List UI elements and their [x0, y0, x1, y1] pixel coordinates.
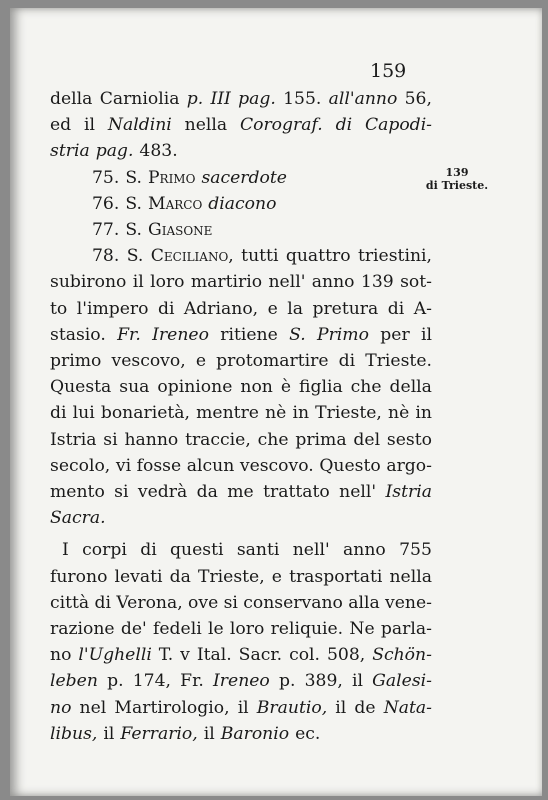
word: vescovo,	[111, 351, 186, 372]
word: stria	[50, 141, 90, 162]
text-line	[50, 537, 432, 563]
word: nè	[265, 403, 287, 424]
word: col.	[289, 645, 320, 666]
word: di	[387, 298, 405, 319]
word: e	[271, 566, 282, 587]
word: e	[267, 298, 278, 319]
word: anno	[311, 272, 355, 293]
word: hanno	[124, 429, 179, 450]
word: vene-	[385, 592, 432, 613]
margin-note-number: 139	[445, 166, 469, 179]
word: Fr.	[117, 324, 141, 345]
word: il	[84, 115, 96, 136]
word: 755	[399, 540, 432, 561]
word: quattro	[285, 246, 351, 267]
text-line	[50, 564, 432, 590]
word: nel	[79, 697, 107, 718]
word: l'impero	[76, 298, 149, 319]
word: della	[389, 377, 432, 398]
word: Naldini	[107, 115, 172, 136]
word: protomartire	[216, 351, 329, 372]
word: Sacr.	[238, 645, 283, 666]
word: prima	[295, 429, 347, 450]
word: Sacra.	[50, 508, 106, 529]
word: loro	[150, 272, 185, 293]
text-line	[50, 695, 432, 721]
word: il	[352, 671, 364, 692]
word: che	[350, 377, 382, 398]
word: fedeli	[153, 619, 202, 640]
book-page	[10, 8, 542, 796]
text-line	[50, 348, 432, 374]
word: secolo,	[50, 455, 111, 476]
word: da	[169, 566, 191, 587]
word: levati	[114, 566, 163, 587]
word: il	[132, 272, 144, 293]
word: Galesi-	[372, 671, 432, 692]
word: città	[50, 592, 90, 613]
word: S.	[126, 246, 144, 267]
word: si	[114, 482, 129, 503]
word: di	[335, 115, 353, 136]
word: martirio	[190, 272, 263, 293]
word: sua	[119, 377, 150, 398]
word: il	[203, 723, 215, 744]
word: nè	[388, 403, 410, 424]
word: da	[196, 482, 218, 503]
word: Fr.	[180, 671, 204, 692]
word: mento	[50, 482, 105, 503]
word: triestini,	[357, 246, 432, 267]
word: p.	[278, 671, 296, 692]
word: Questa	[50, 377, 112, 398]
word: all'anno	[328, 89, 398, 109]
word: loro	[229, 619, 265, 640]
word: il	[103, 723, 115, 744]
word: Carniolia	[99, 89, 180, 109]
word: è	[280, 377, 292, 398]
word: Schön-	[372, 645, 432, 666]
text-line	[50, 322, 432, 348]
word: Corograf.	[239, 115, 323, 136]
text-line	[50, 668, 432, 694]
word: trasportati	[289, 566, 383, 587]
word: p.	[186, 89, 204, 109]
word: santi	[236, 540, 280, 561]
word: vescovo.	[239, 455, 314, 476]
word: figlia	[298, 377, 343, 398]
word: conservano	[243, 592, 343, 613]
word: non	[240, 377, 273, 398]
word: il	[237, 697, 249, 718]
word: di	[50, 403, 67, 424]
word: Giasone	[147, 220, 213, 241]
word: S.	[125, 193, 142, 214]
word: furono	[50, 566, 108, 587]
word: 508,	[326, 645, 366, 666]
word: lui	[72, 403, 95, 424]
word: Primo	[317, 324, 369, 345]
word: nella	[389, 566, 432, 587]
text-line	[50, 269, 432, 295]
word: alla	[348, 592, 380, 613]
word: 155.	[283, 89, 322, 109]
word: to	[50, 298, 68, 319]
word: Marco	[147, 193, 203, 214]
word: p.	[107, 671, 124, 692]
word: 78.	[92, 246, 120, 267]
word: nella	[184, 115, 228, 136]
word: Primo	[147, 167, 196, 188]
word: vi	[115, 455, 132, 476]
word: ritiene	[220, 324, 278, 345]
word: Ital.	[196, 645, 232, 666]
word: S.	[289, 324, 306, 345]
word: 77.	[92, 220, 120, 241]
word: argo-	[386, 455, 432, 476]
word: Martirologio,	[114, 697, 230, 718]
word: no	[50, 645, 72, 666]
word: A-	[413, 298, 432, 319]
word: 389,	[304, 671, 343, 692]
word: ec.	[295, 723, 321, 744]
word: v	[180, 645, 190, 666]
word: Adriano,	[183, 298, 259, 319]
word: la	[287, 298, 303, 319]
text-line	[50, 374, 432, 400]
word: ove	[188, 592, 219, 613]
body-text	[50, 86, 432, 747]
word: vedrà	[137, 482, 188, 503]
text-line	[50, 427, 432, 453]
word: primo	[50, 351, 102, 372]
word: T.	[158, 645, 174, 666]
word: S.	[125, 167, 142, 188]
word: di	[140, 540, 157, 561]
word: Verona,	[116, 592, 183, 613]
word: in	[292, 403, 310, 424]
word: Ferrario,	[120, 723, 198, 744]
text-line	[50, 400, 432, 426]
word: ed	[50, 115, 72, 136]
text-line	[50, 296, 432, 322]
word: S.	[125, 220, 142, 241]
word: alcun	[186, 455, 235, 476]
word: Trieste,	[315, 403, 382, 424]
text-line	[50, 453, 432, 479]
text-line	[50, 86, 432, 112]
word: leben	[50, 671, 98, 692]
word: subirono	[50, 272, 127, 293]
word: Istria	[385, 482, 432, 503]
word: Nata-	[383, 697, 432, 718]
word: fosse	[136, 455, 182, 476]
word: sesto	[386, 429, 432, 450]
word: anno	[343, 540, 386, 561]
word: I	[62, 540, 69, 561]
word: parla-	[380, 619, 432, 640]
word: nell'	[292, 540, 330, 561]
word: l'Ughelli	[78, 645, 152, 666]
word: nell'	[339, 482, 377, 503]
word: opinione	[157, 377, 233, 398]
word: nell'	[268, 272, 306, 293]
word: 483.	[139, 141, 178, 162]
word: stasio.	[50, 324, 106, 345]
word: corpi	[82, 540, 127, 561]
word: Ireneo	[213, 671, 270, 692]
page-number: 159	[370, 60, 407, 82]
text-line	[50, 616, 432, 642]
text-line	[50, 243, 432, 269]
word: 139	[360, 272, 394, 293]
word: pag.	[238, 89, 276, 109]
word: Trieste,	[197, 566, 265, 587]
text-line	[50, 479, 432, 505]
word: di	[157, 298, 175, 319]
word: de	[354, 697, 376, 718]
word: si	[223, 592, 238, 613]
word: questi	[170, 540, 224, 561]
word: e	[195, 351, 206, 372]
text-line	[50, 590, 432, 616]
margin-note-label: di Trieste.	[425, 179, 489, 192]
word: mentre	[196, 403, 259, 424]
word: 174,	[132, 671, 171, 692]
word: trattato	[263, 482, 330, 503]
word: di	[338, 351, 356, 372]
word: bonarietà,	[100, 403, 190, 424]
word: traccie,	[185, 429, 251, 450]
text-line	[50, 505, 432, 531]
word: Brautio,	[256, 697, 328, 718]
word: le	[207, 619, 224, 640]
word: me	[227, 482, 254, 503]
word: Capodi-	[364, 115, 432, 136]
word: pag.	[95, 141, 134, 162]
text-line	[50, 191, 432, 217]
word: 56,	[404, 89, 432, 109]
word: no	[50, 697, 72, 718]
word: pretura	[312, 298, 379, 319]
text-line	[50, 642, 432, 668]
word: sot-	[400, 272, 432, 293]
word: 75.	[92, 167, 120, 188]
word: si	[103, 429, 118, 450]
word: tutti	[241, 246, 279, 267]
word: Questo	[319, 455, 381, 476]
word: de'	[120, 619, 147, 640]
word: per	[380, 324, 410, 345]
word: III	[210, 89, 231, 109]
word: sacerdote	[201, 167, 287, 188]
word: Baronio	[220, 723, 290, 744]
word: di	[94, 592, 112, 613]
text-line	[50, 721, 432, 747]
word: Ne	[349, 619, 375, 640]
word: il	[335, 697, 347, 718]
word: libus,	[50, 723, 98, 744]
text-line	[50, 112, 432, 138]
word: del	[353, 429, 381, 450]
word: Ceciliano,	[150, 246, 234, 267]
word: Ireneo	[152, 324, 209, 345]
word: 76.	[92, 193, 120, 214]
word: il	[420, 324, 432, 345]
word: diacono	[208, 193, 277, 214]
word: reliquie.	[270, 619, 344, 640]
word: razione	[50, 619, 115, 640]
word: Trieste.	[365, 351, 432, 372]
word: Istria	[50, 429, 97, 450]
word: in	[415, 403, 432, 424]
text-line	[50, 138, 432, 164]
word: della	[50, 89, 93, 109]
text-line	[50, 165, 432, 191]
text-line	[50, 217, 432, 243]
word: che	[257, 429, 289, 450]
